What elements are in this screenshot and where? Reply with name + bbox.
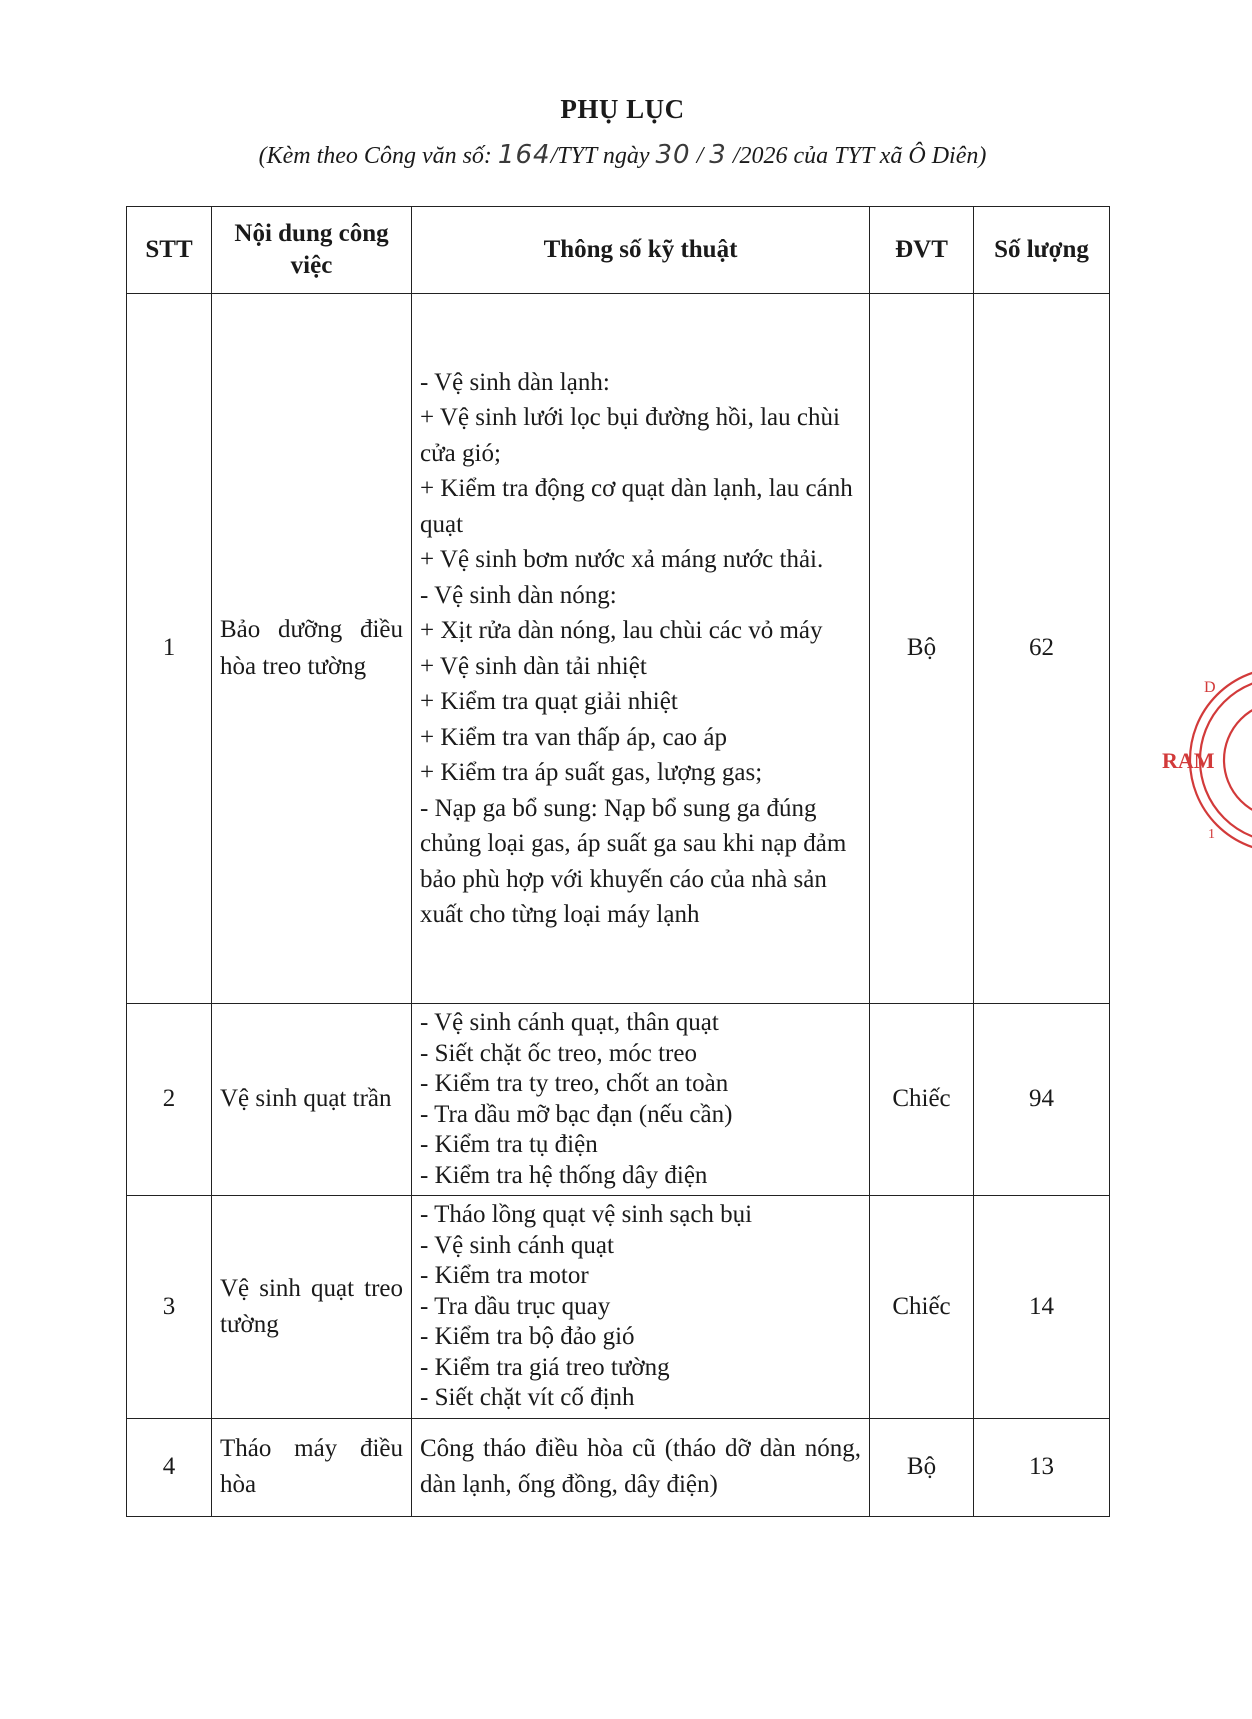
table-row [127,1196,1110,1419]
row-quantity: 13 [974,1418,1110,1516]
spec-item: - Kiểm tra hệ thống dây điện [420,1161,708,1189]
row-spec [412,1004,870,1196]
header-unit: ĐVT [870,207,974,294]
spec-item: - Kiểm tra motor [420,1262,589,1289]
subtitle-prefix: (Kèm theo Công văn số: [258,143,498,169]
spec-item: + Kiểm tra động cơ quạt dàn lạnh, lau cánh quạt [420,475,853,538]
spec-item: - Siết chặt vít cố định [420,1384,635,1411]
row-unit: Chiếc [870,1196,974,1419]
header-spec: Thông số kỹ thuật [412,207,870,294]
subtitle-mid: /TYT ngày [550,143,656,169]
header-quantity: Số lượng [974,207,1110,294]
row-quantity: 62 [974,294,1110,1004]
spec-item: - Kiểm tra tụ điện [420,1131,598,1158]
row-content: Vệ sinh quạt trần [212,1004,412,1196]
spec-item: + Vệ sinh lưới lọc bụi đường hồi, lau chùi cửa gió; [420,404,840,467]
seal-letter-top: D [1204,679,1216,696]
spec-item: + Kiểm tra quạt giải nhiệt [420,688,678,715]
spec-item: + Kiểm tra van thấp áp, cao áp [420,723,728,751]
spec-list [420,365,861,933]
row-stt: 1 [127,294,212,1004]
spec-item: - Vệ sinh dàn lạnh: [420,368,610,396]
spec-item: - Siết chặt ốc treo, móc treo [420,1039,697,1067]
row-unit: Bộ [870,294,974,1004]
spec-item: - Vệ sinh cánh quạt [420,1231,614,1259]
spec-item: - Tháo lồng quạt vệ sinh sạch bụi [420,1201,753,1228]
spec-item: + Xịt rửa dàn nóng, lau chùi các vỏ máy [420,617,823,644]
header-stt: STT [127,207,212,294]
row-unit: Bộ [870,1418,974,1516]
spec-item: - Kiểm tra giá treo tường [420,1353,670,1381]
seal-text-middle: RAM [1162,748,1215,773]
spec-item: + Vệ sinh bơm nước xả máng nước thải. [420,546,824,573]
row-content: Tháo máy điều hòa [212,1418,412,1516]
handwritten-month: 3 [709,140,727,170]
appendix-table [126,206,1110,1517]
spec-item: - Nạp ga bổ sung: Nạp bổ sung ga đúng chủng loại gas, áp suất ga sau khi nạp đảm bảo phù hợp với khuyến cáo của nhà sản xuất cho từng loại máy lạnh [420,794,847,928]
seal-mark-icon [1162,660,1252,860]
spec-item: - Tra dầu trục quay [420,1292,611,1320]
table-row [127,294,1110,1004]
spec-list [420,1200,861,1414]
spec-item: - Kiểm tra ty treo, chốt an toàn [420,1070,729,1097]
spec-item: + Kiểm tra áp suất gas, lượng gas; [420,759,763,786]
row-unit: Chiếc [870,1004,974,1196]
table-header-row [127,207,1110,294]
spec-item: - Vệ sinh cánh quạt, thân quạt [420,1009,719,1036]
handwritten-doc-number: 164 [497,140,551,170]
spec-list [420,1008,861,1191]
document-title: PHỤ LỤC [560,94,685,124]
row-spec: Công tháo điều hòa cũ (tháo dỡ dàn nóng, dàn lạnh, ống đồng, dây điện) [412,1418,870,1516]
row-quantity: 94 [974,1004,1110,1196]
header-content: Nội dung công việc [212,207,412,294]
row-spec [412,294,870,1004]
spec-item: - Kiểm tra bộ đảo gió [420,1323,635,1350]
row-spec [412,1196,870,1419]
row-stt: 3 [127,1196,212,1419]
official-seal-partial [1162,660,1252,860]
subtitle-separator: / [690,143,710,169]
handwritten-day: 30 [655,140,691,170]
row-stt: 4 [127,1418,212,1516]
row-stt: 2 [127,1004,212,1196]
spec-item: - Vệ sinh dàn nóng: [420,581,617,609]
table-row [127,1418,1110,1516]
document-subtitle [0,140,1245,170]
subtitle-suffix: /2026 của TYT xã Ô Diên) [726,143,987,169]
seal-letter-bottom: 1 [1208,827,1215,842]
spec-item: + Vệ sinh dàn tải nhiệt [420,652,647,680]
table-row [127,1004,1110,1196]
row-content: Bảo dưỡng điều hòa treo tường [212,294,412,1004]
row-quantity: 14 [974,1196,1110,1419]
spec-item: - Tra dầu mỡ bạc đạn (nếu cần) [420,1100,733,1128]
row-content: Vệ sinh quạt treo tường [212,1196,412,1419]
